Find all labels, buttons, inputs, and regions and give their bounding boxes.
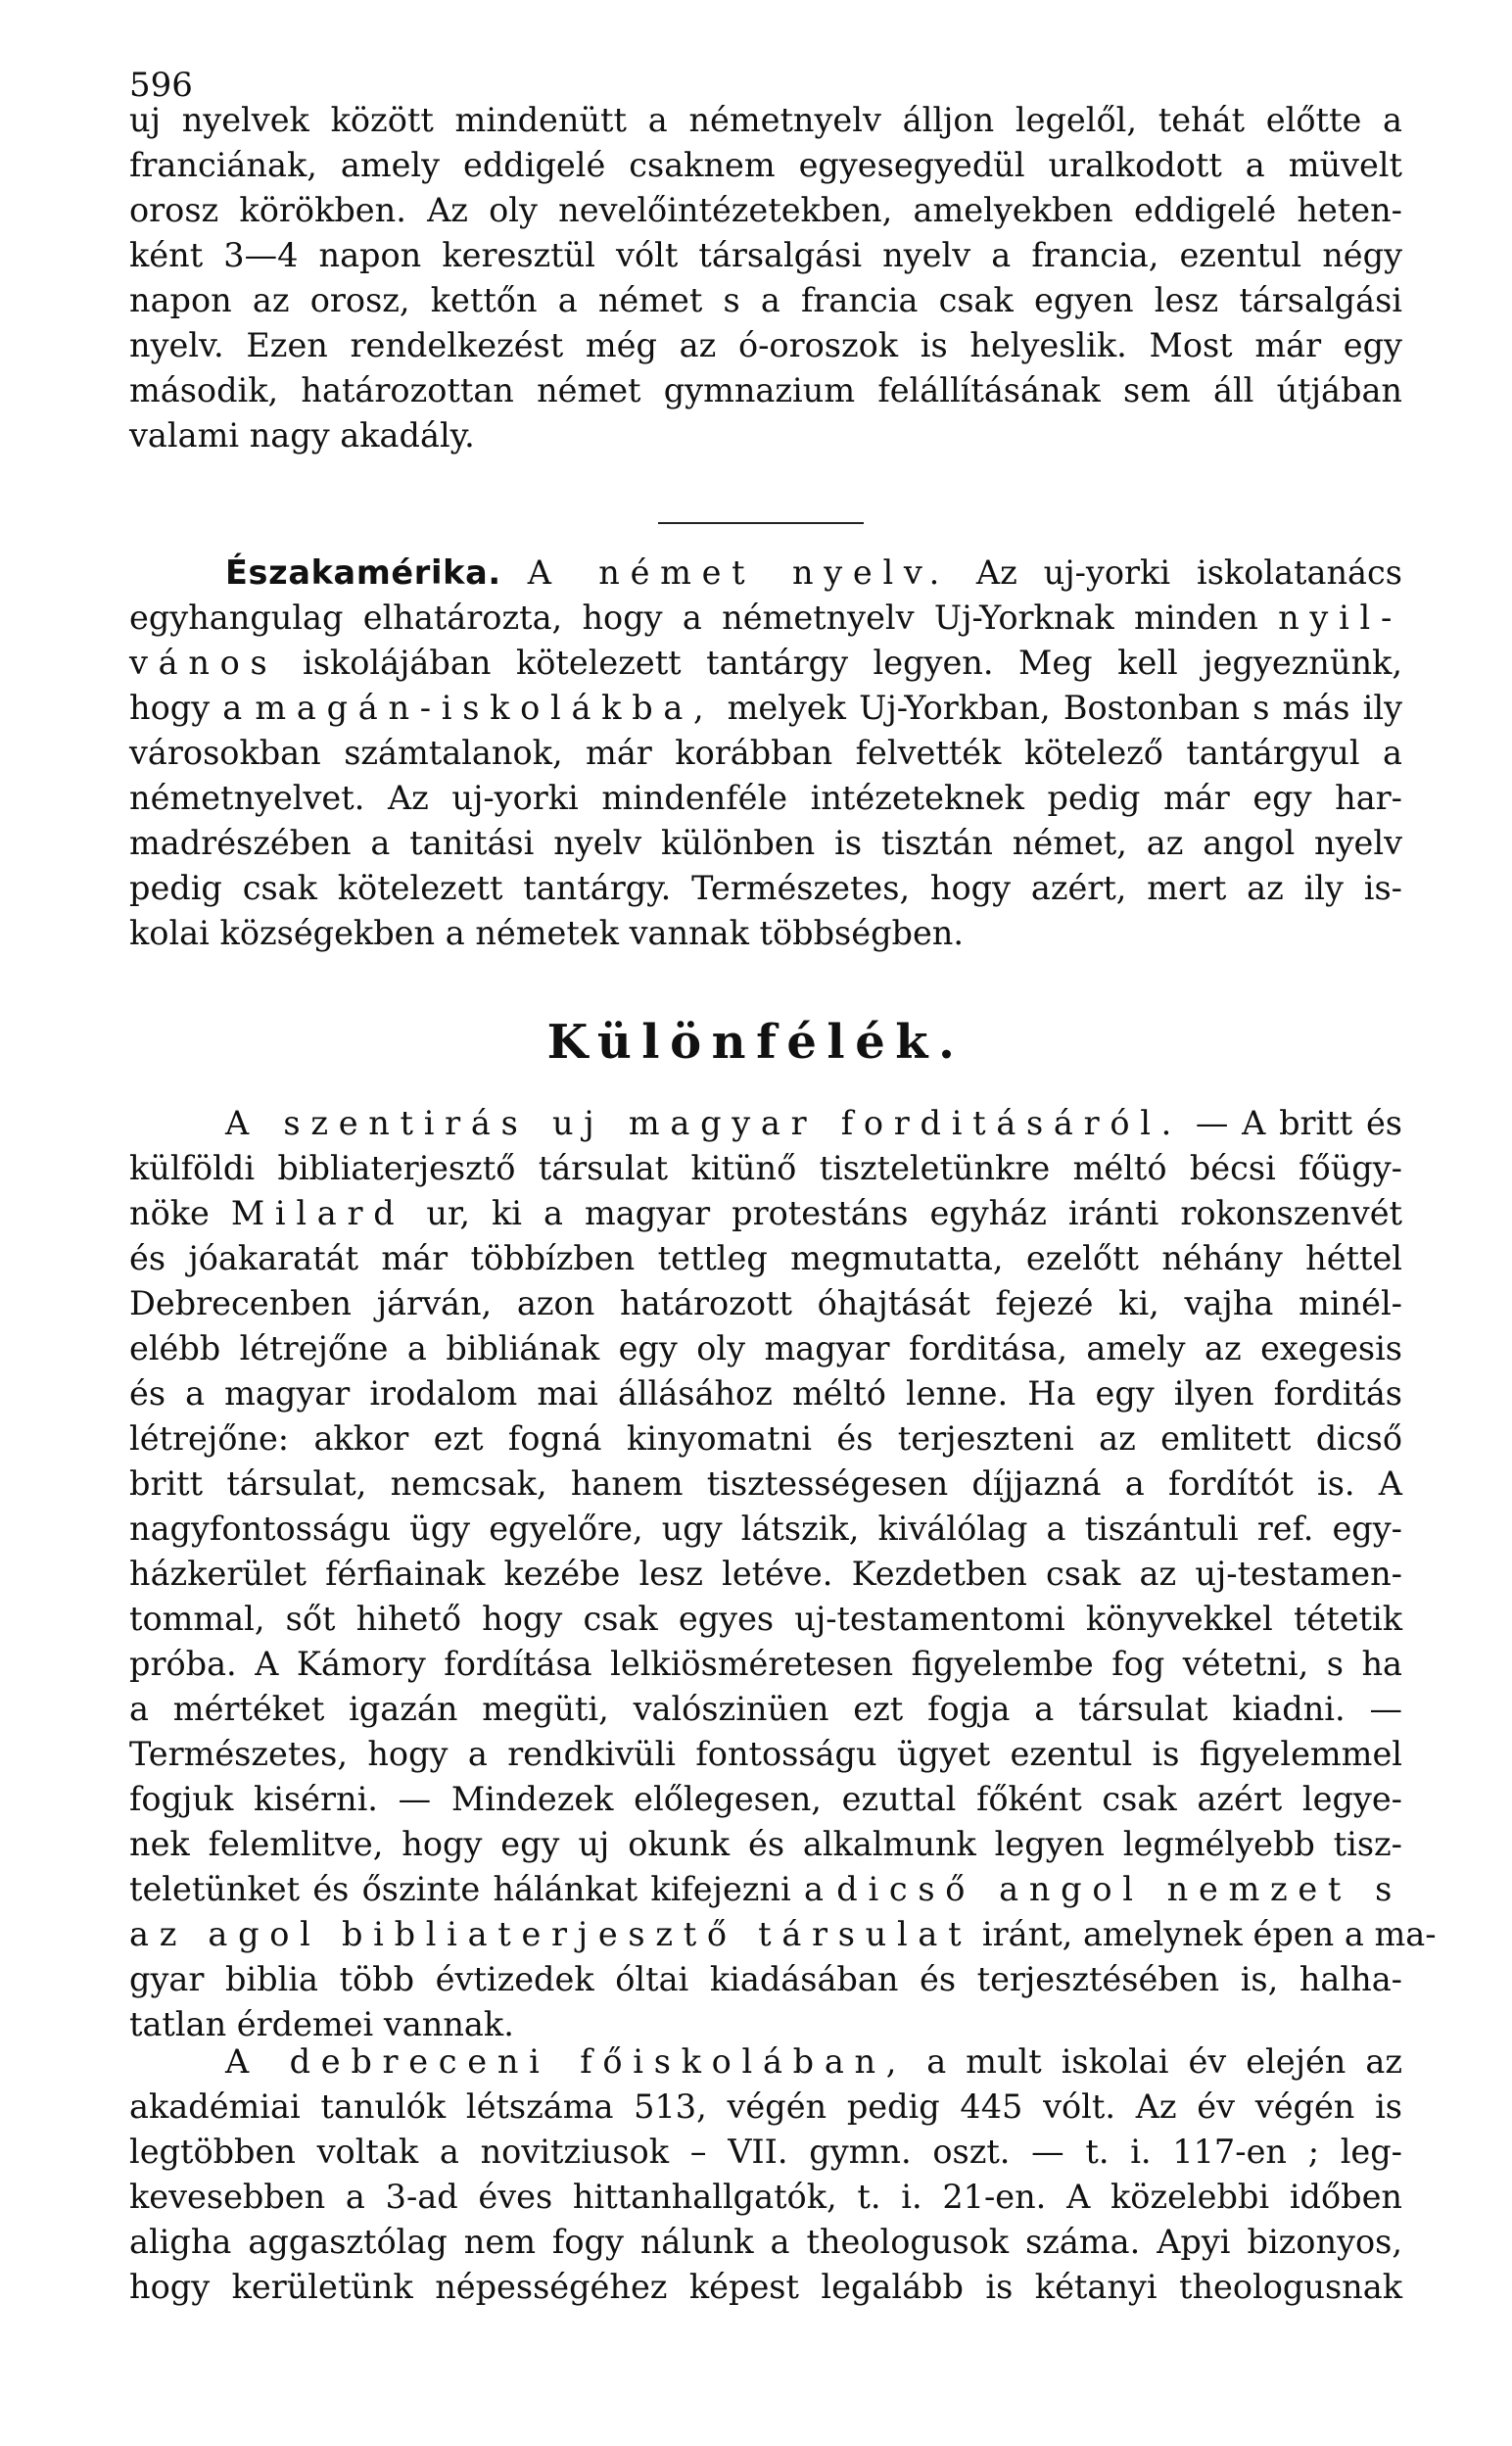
text-line: Debrecenben járván, azon határozott óhajtását fejezé ki, vajha minél- xyxy=(129,1284,1402,1322)
spaced-emphasis: A debreceni főiskolában, xyxy=(225,2042,908,2081)
section-heading: Északamérika. xyxy=(225,553,501,592)
text-line: franciának, amely eddigelé csaknem egyesegyedül uralkodott a müvelt xyxy=(129,146,1402,184)
text-fragment: iránt, amelynek épen a ma- xyxy=(981,1915,1437,1953)
text-fragment: nöke xyxy=(129,1194,210,1232)
text-line: valami nagy akadály. xyxy=(129,416,475,455)
text-fragment: a mult iskolai év elején az xyxy=(926,2042,1402,2081)
text-line xyxy=(129,596,1402,641)
text-line xyxy=(129,551,1402,596)
text-line: nek felemlitve, hogy egy uj okunk és alkalmunk legyen legmélyebb tisz- xyxy=(129,1825,1402,1863)
text-line: legtöbben voltak a novitziusok – VII. gymn. oszt. — t. i. 117-en ; leg- xyxy=(129,2133,1402,2171)
text-line xyxy=(129,686,1402,731)
text-line: németnyelvet. Az uj-yorki mindenféle intézeteknek pedig már egy har- xyxy=(129,779,1402,817)
text-line: kevesebben a 3-ad éves hittanhallgatók, t. i. 21-en. A közelebbi időben xyxy=(129,2178,1402,2216)
text-line: madrészében a tanitási nyelv különben is tisztán német, az angol nyelv xyxy=(129,824,1402,862)
text-line: elébb létrejőne a bibliának egy oly magyar forditása, amely az exegesis xyxy=(129,1329,1402,1367)
text-fragment: iskolájában kötelezett tantárgy legyen. Meg kell jegyeznünk, xyxy=(302,644,1402,682)
text-fragment: — A britt és xyxy=(1195,1104,1402,1142)
text-line: aligha aggasztólag nem fogy nálunk a theologusok száma. Apyi bizonyos, xyxy=(129,2223,1402,2261)
text-line: britt társulat, nemcsak, hanem tisztességesen díjjazná a fordítót is. A xyxy=(129,1464,1402,1503)
text-line: városokban számtalanok, már korábban felvették kötelező tantárgyul a xyxy=(129,734,1402,772)
text-line xyxy=(129,1912,1437,1957)
text-line: próba. A Kámory fordítása lelkiösméretesen figyelembe fog vétetni, s ha xyxy=(129,1645,1402,1683)
text-line: napon az orosz, kettőn a német s a francia csak egyen lesz társalgási xyxy=(129,281,1402,319)
text-line xyxy=(129,1101,1402,1146)
text-line: létrejőne: akkor ezt fogná kinyomatni és terjeszteni az emlitett dicső xyxy=(129,1419,1402,1458)
text-line: orosz körökben. Az oly nevelőintézetekben, amelyekben eddigelé heten- xyxy=(129,191,1402,229)
paragraph-bible xyxy=(129,1101,1437,2047)
text-line: tommal, sőt hihető hogy csak egyes uj-testamentomi könyvekkel tétetik xyxy=(129,1600,1402,1638)
text-fragment: melyek Uj-Yorkban, Bostonban s más ily xyxy=(727,689,1402,727)
spaced-emphasis: nyil- xyxy=(1278,599,1402,637)
paragraph-debrecen xyxy=(129,2039,1402,2310)
text-line: ként 3—4 napon keresztül vólt társalgási nyelv a francia, ezentul négy xyxy=(129,236,1402,274)
text-line: gyar biblia több évtizedek óltai kiadásában és terjesztésében is, halha- xyxy=(129,1960,1402,1998)
text-line: nagyfontosságu ügy egyelőre, ugy látszik, kiválólag a tiszántuli ref. egy- xyxy=(129,1510,1402,1548)
text-line: kolai községekben a németek vannak többségben. xyxy=(129,914,965,952)
text-line: és jóakaratát már többízben tettleg megmutatta, ezelőtt néhány héttel xyxy=(129,1239,1402,1277)
paragraph-america xyxy=(129,551,1402,956)
text-line: a mértéket igazán megüti, valószinüen ezt fogja a társulat kiadni. — xyxy=(129,1690,1402,1728)
text-line: fogjuk kisérni. — Mindezek előlegesen, ezuttal főként csak azért legye- xyxy=(129,1780,1402,1818)
spaced-emphasis: az agol bibliaterjesztő társulat xyxy=(129,1915,972,1953)
section-divider xyxy=(658,522,864,524)
text-line: hogy kerületünk népességéhez képest legalább is kétanyi theologusnak xyxy=(129,2268,1402,2306)
text-line: tatlan érdemei vannak. xyxy=(129,2005,514,2043)
spaced-emphasis: Milard xyxy=(230,1194,405,1232)
spaced-emphasis: A szentirás uj magyar forditásáról. xyxy=(225,1104,1183,1142)
text-fragment: ur, ki a magyar protestáns egyház iránti rokonszenvét xyxy=(426,1194,1403,1232)
text-line: pedig csak kötelezett tantárgy. Természetes, hogy azért, mert az ily is- xyxy=(129,869,1402,907)
text-line: uj nyelvek között mindenütt a németnyelv álljon legelől, tehát előtte a xyxy=(129,101,1402,139)
text-line xyxy=(129,1191,1402,1236)
text-fragment: hogy a xyxy=(129,689,243,727)
text-line xyxy=(129,1867,1402,1912)
text-line: Természetes, hogy a rendkivüli fontosságu ügyet ezentul is figyelemmel xyxy=(129,1735,1402,1773)
text-line: külföldi bibliaterjesztő társulat kitünő tiszteletünkre méltó bécsi főügy- xyxy=(129,1149,1402,1187)
spaced-emphasis: A német nyelv. xyxy=(527,553,950,592)
text-line: akadémiai tanulók létszáma 513, végén pedig 445 vólt. Az év végén is xyxy=(129,2087,1402,2126)
text-line: második, határozottan német gymnazium felállításának sem áll útjában xyxy=(129,371,1402,409)
text-fragment: teletünket és őszinte hálánkat kifejezni a xyxy=(129,1870,824,1908)
text-line xyxy=(129,2039,1402,2085)
text-line xyxy=(129,641,1402,686)
text-line: házkerület férfiainak kezébe lesz letéve. Kezdetben csak az uj-testamen- xyxy=(129,1555,1402,1593)
text-fragment: egyhangulag elhatározta, hogy a németnyelv Uj-Yorknak minden xyxy=(129,599,1258,637)
spaced-emphasis: dicső angol nemzet s xyxy=(836,1870,1402,1908)
section-title: Különfélék. xyxy=(546,1015,966,1070)
spaced-emphasis: magán-iskolákba, xyxy=(255,689,715,727)
text-fragment: Az uj-yorki iskolatanács xyxy=(975,553,1402,592)
text-line: nyelv. Ezen rendelkezést még az ó-oroszok is helyeslik. Most már egy xyxy=(129,326,1402,364)
paragraph-russia xyxy=(129,98,1402,458)
spaced-emphasis: vános xyxy=(129,644,278,682)
text-line: és a magyar irodalom mai állásához méltó lenne. Ha egy ilyen forditás xyxy=(129,1374,1402,1413)
page-number: 596 xyxy=(129,66,193,105)
